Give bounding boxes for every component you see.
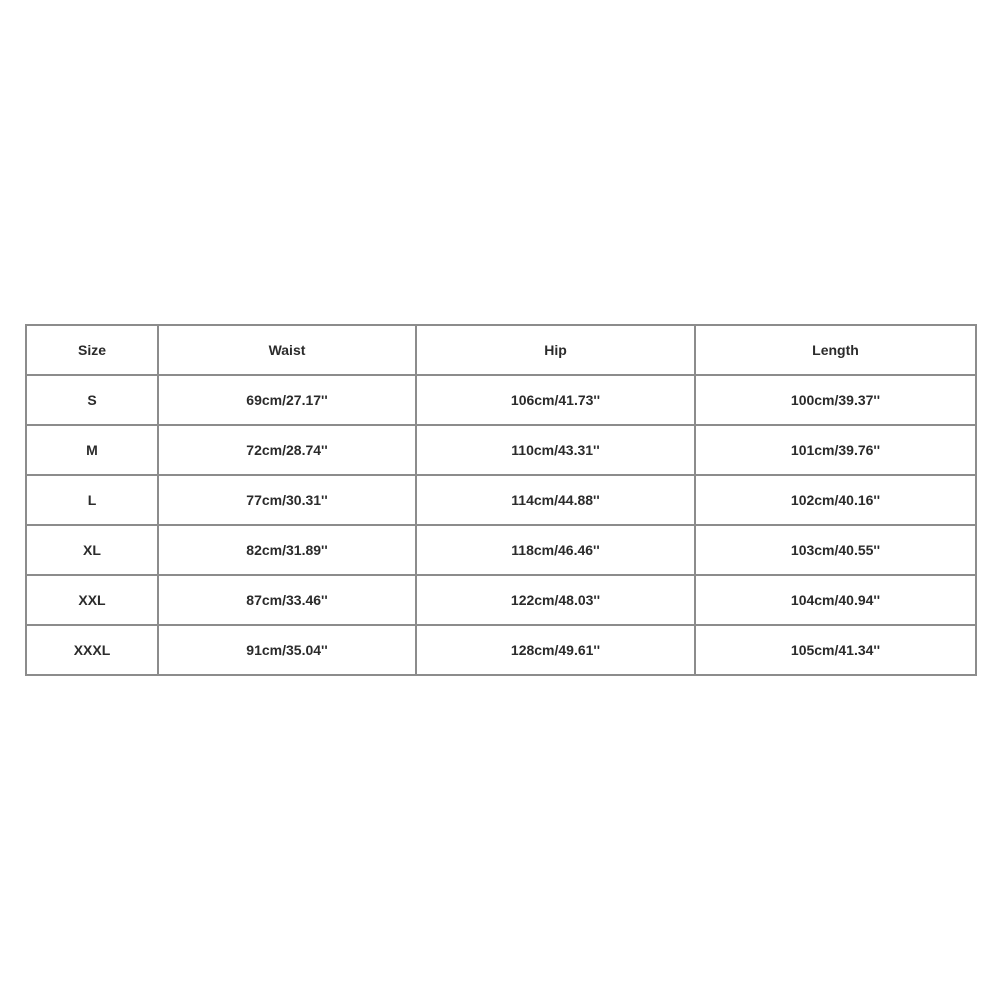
cell-length: 101cm/39.76'' [695, 425, 976, 475]
cell-length: 102cm/40.16'' [695, 475, 976, 525]
header-hip: Hip [416, 325, 695, 375]
header-size: Size [26, 325, 158, 375]
table-row [26, 525, 976, 575]
size-chart-table [25, 324, 977, 676]
cell-size: XXL [26, 575, 158, 625]
header-length: Length [695, 325, 976, 375]
header-waist: Waist [158, 325, 416, 375]
cell-waist: 69cm/27.17'' [158, 375, 416, 425]
cell-size: M [26, 425, 158, 475]
cell-waist: 87cm/33.46'' [158, 575, 416, 625]
cell-hip: 118cm/46.46'' [416, 525, 695, 575]
cell-length: 105cm/41.34'' [695, 625, 976, 675]
cell-length: 104cm/40.94'' [695, 575, 976, 625]
table-row [26, 425, 976, 475]
table-row [26, 375, 976, 425]
cell-waist: 82cm/31.89'' [158, 525, 416, 575]
table-row [26, 625, 976, 675]
cell-size: L [26, 475, 158, 525]
table-row [26, 475, 976, 525]
cell-waist: 91cm/35.04'' [158, 625, 416, 675]
cell-hip: 114cm/44.88'' [416, 475, 695, 525]
cell-length: 100cm/39.37'' [695, 375, 976, 425]
cell-length: 103cm/40.55'' [695, 525, 976, 575]
cell-size: XL [26, 525, 158, 575]
cell-hip: 128cm/49.61'' [416, 625, 695, 675]
table-row [26, 575, 976, 625]
cell-hip: 106cm/41.73'' [416, 375, 695, 425]
cell-size: XXXL [26, 625, 158, 675]
cell-waist: 72cm/28.74'' [158, 425, 416, 475]
cell-hip: 110cm/43.31'' [416, 425, 695, 475]
cell-waist: 77cm/30.31'' [158, 475, 416, 525]
cell-size: S [26, 375, 158, 425]
table-header-row [26, 325, 976, 375]
cell-hip: 122cm/48.03'' [416, 575, 695, 625]
